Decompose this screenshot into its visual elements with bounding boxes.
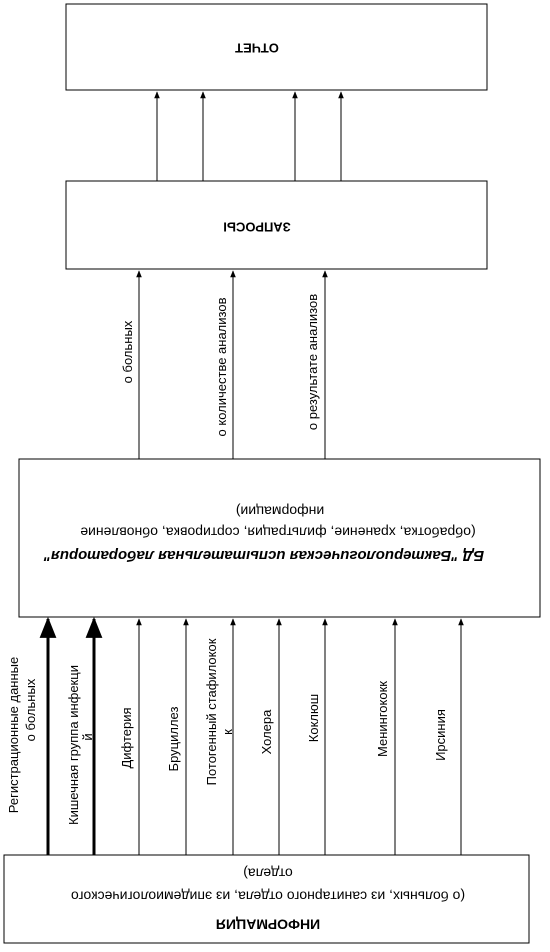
information-line-3: отдела) (243, 865, 293, 882)
database-title: БД "Бактериологическая испытательная лаборатория" (43, 547, 485, 565)
queries-title: ЗАПРОСЫ (223, 219, 291, 235)
label-whooping-cough: Коклюш (306, 693, 321, 743)
label-about-analysis-count: о количестве анализов (214, 297, 229, 437)
database-line-2: (обработка, хранение, фильтрация, сортировка, обновление (80, 524, 476, 541)
label-yersinia: Ирсиния (433, 709, 448, 761)
label-intestinal-line-1: Кишечная группа инфекци (66, 665, 81, 825)
label-staph-line-1: Потогенный стафилокок (204, 638, 219, 786)
report-title: ОТЧЕТ (235, 40, 279, 56)
database-line-3: информации) (235, 503, 325, 520)
label-registration-line-1: Регистрационные данные (6, 656, 21, 814)
label-registration-line-2: о больных (23, 678, 38, 742)
label-cholera: Холера (259, 709, 274, 755)
label-staph-line-2: к (220, 729, 235, 735)
label-about-patients: о больных (120, 320, 135, 384)
information-title: ИНФОРМАЦИЯ (215, 916, 321, 933)
label-diphtheria: Дифтерия (119, 707, 134, 769)
label-about-analysis-result: о результате анализов (305, 293, 320, 431)
label-meningococcus: Менингококк (375, 681, 390, 757)
label-brucellosis: Бруциллез (166, 706, 181, 772)
label-intestinal-line-2: й (80, 733, 95, 741)
information-line-2: (о больных, из санитарного отдела, из эпидемиологического (70, 888, 466, 905)
